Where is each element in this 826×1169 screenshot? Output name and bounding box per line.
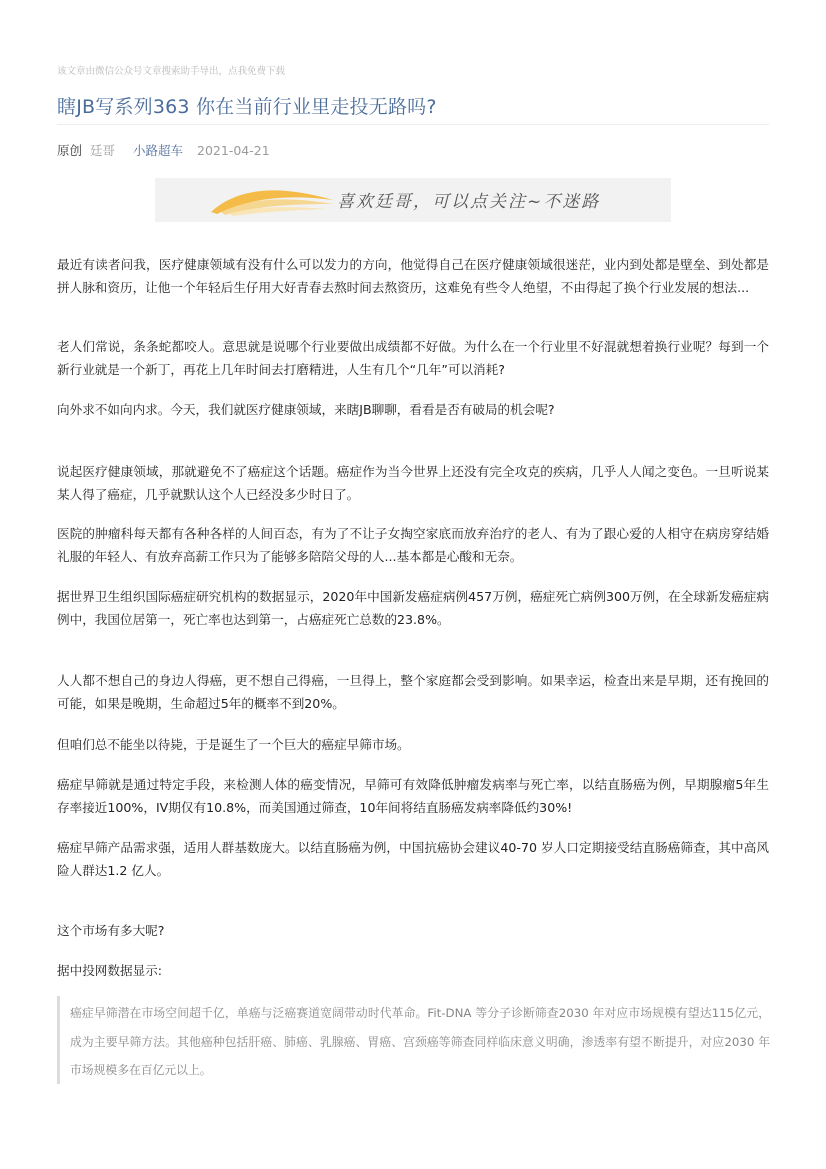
- original-tag: 原创: [57, 143, 83, 158]
- paragraph-5: 医院的肿瘤科每天都有各种各样的人间百态，有为了不让子女掏空家底而放弃治疗的老人、有为了跟心爱的人相守在病房穿结婚礼服的年轻人、有放弃高薪工作只为了能够多陪陪父母的人...基本都是心酸和无奈。: [57, 526, 769, 564]
- follow-banner-image: [155, 178, 671, 222]
- banner-text: 喜欢廷哥，可以点关注~不迷路: [337, 192, 601, 212]
- title-divider: [57, 124, 769, 125]
- paragraph-6: 据世界卫生组织国际癌症研究机构的数据显示，2020年中国新发癌症病例457万例，癌症死亡病例300万例，在全球新发癌症病例中，我国位居第一，死亡率也达到第一，占癌症死亡总数的23.8%。: [57, 589, 769, 627]
- article-meta: [57, 141, 270, 159]
- paragraph-7: 人人都不想自己的身边人得癌，更不想自己得癌，一旦得上，整个家庭都会受到影响。如果幸运，检查出来是早期，还有挽回的可能，如果是晚期，生命超过5年的概率不到20%。: [57, 673, 769, 711]
- author-name: 廷哥: [90, 143, 116, 158]
- paragraph-1: 最近有读者问我，医疗健康领域有没有什么可以发力的方向，他觉得自己在医疗健康领域很迷茫，业内到处都是壁垒、到处都是拼人脉和资历，让他一个年轻后生仔用大好青春去熬时间去熬资历，这难免有些令人绝望，不由得起了换个行业发展的想法...: [57, 257, 769, 295]
- article-title: 瞎JB写系列363 你在当前行业里走投无路吗?: [57, 96, 437, 118]
- paragraph-11: 这个市场有多大呢?: [57, 923, 165, 938]
- export-notice-link[interactable]: 该文章由微信公众号文章搜索助手导出，点我免费下载: [57, 66, 286, 77]
- account-name-link[interactable]: 小路超车: [133, 143, 184, 158]
- paragraph-8: 但咱们总不能坐以待毙，于是诞生了一个巨大的癌症早筛市场。: [57, 737, 410, 752]
- publish-date: 2021-04-21: [197, 143, 270, 158]
- paragraph-12: 据中投网数据显示:: [57, 963, 162, 978]
- paragraph-4: 说起医疗健康领域，那就避免不了癌症这个话题。癌症作为当今世界上还没有完全攻克的疾病，几乎人人闻之变色。一旦听说某某人得了癌症，几乎就默认这个人已经没多少时日了。: [57, 464, 769, 502]
- paragraph-3: 向外求不如向内求。今天，我们就医疗健康领域，来瞎JB聊聊，看看是否有破局的机会呢?: [57, 402, 555, 417]
- blockquote: [57, 996, 772, 1084]
- paragraph-2: 老人们常说，条条蛇都咬人。意思就是说哪个行业要做出成绩都不好做。为什么在一个行业里不好混就想着换行业呢？每到一个新行业就是一个新丁，再花上几年时间去打磨精进，人生有几个“几年”可以消耗?: [57, 339, 769, 377]
- blockquote-text: 癌症早筛潜在市场空间超千亿，单癌与泛癌赛道宽阔带动时代革命。Fit-DNA 等分子诊断筛查2030 年对应市场规模有望达115亿元，成为主要早筛方法。其他癌种包括肝癌、肺癌、乳腺癌、胃癌、宫颈癌等筛查同样临床意义明确，渗透率有望不断提升，对应2030 年市场规模多在百亿元以上。: [70, 1006, 770, 1077]
- paragraph-9: 癌症早筛就是通过特定手段，来检测人体的癌变情况，早筛可有效降低肿瘤发病率与死亡率，以结直肠癌为例，早期腺瘤5年生存率接近100%，IV期仅有10.8%，而美国通过筛查，10年间将结直肠癌发病率降低约30%!: [57, 777, 769, 815]
- paragraph-10: 癌症早筛产品需求强，适用人群基数庞大。以结直肠癌为例，中国抗癌协会建议40-70 岁人口定期接受结直肠癌筛查，其中高风险人群达1.2 亿人。: [57, 840, 769, 878]
- swoosh-arrow-icon: [207, 182, 337, 218]
